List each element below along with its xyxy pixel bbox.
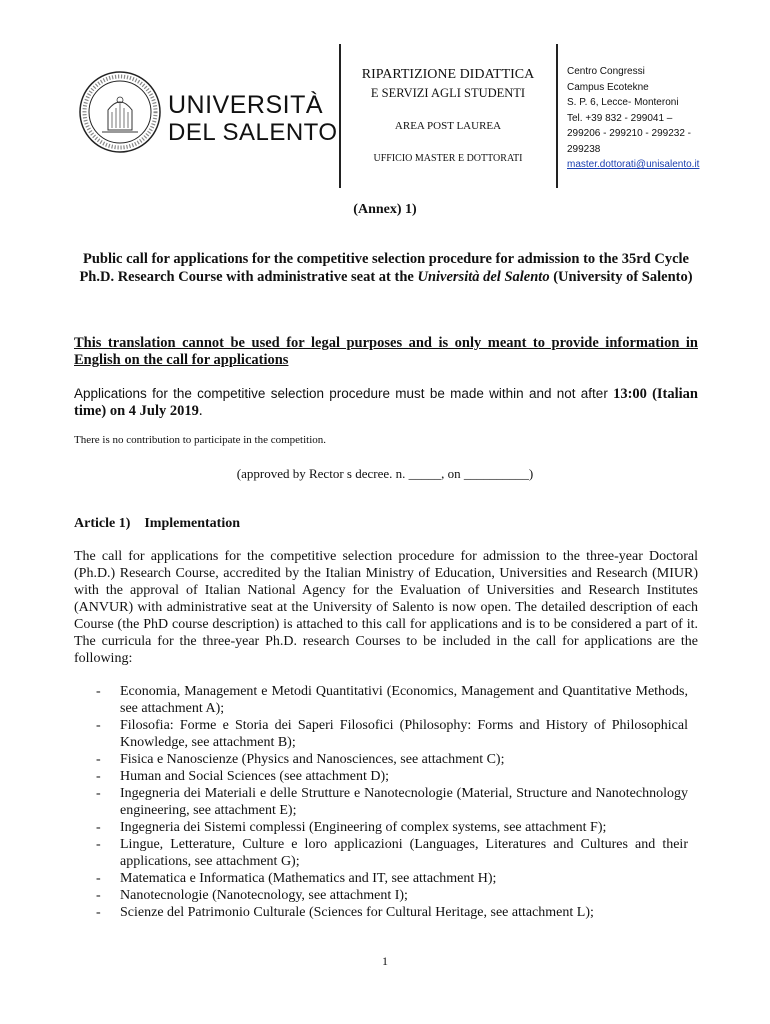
university-seal-logo [78,70,162,154]
list-item: - Human and Social Sciences (see attachment D); [96,768,688,785]
university-name-line2: DEL SALENTO [168,119,338,146]
course-item-text: Human and Social Sciences (see attachment D); [120,769,390,784]
deadline-bold: 13:00 (Italian time) on 4 July 2019 [74,386,698,419]
course-item-text: Economia, Management e Metodi Quantitativi (Economics, Management and Quantitative Methods, see attachment A); [120,684,688,716]
course-item-text: Filosofia: Forme e Storia dei Saperi Filosofici (Philosophy: Forms and History of Philosophical Knowledge, see attachment B); [120,718,688,750]
annex-label: (Annex) 1) [353,202,417,217]
contact-phone: Tel. +39 832 - 299041 – [567,112,673,124]
list-item: - Matematica e Informatica (Mathematics and IT, see attachment H); [96,870,688,887]
course-item-text: Matematica e Informatica (Mathematics and IT, see attachment H); [120,871,497,886]
list-item: - Ingegneria dei Sistemi complessi (Engineering of complex systems, see attachment F); [96,819,688,836]
document-title [72,251,700,286]
university-name [168,92,338,146]
contact-block [567,64,699,173]
course-list [96,683,688,921]
department-line1: RIPARTIZIONE DIDATTICA [361,67,535,82]
header-divider-right [556,44,558,188]
list-item: - Ingegneria dei Materiali e delle Strutture e Nanotecnologie (Material, Structure and Nanotechnology engineering, see attachment E); [96,786,688,818]
article1-heading: Article 1) Implementation [74,516,241,531]
contact-line1: Centro Congressi [567,66,645,77]
list-item: - Nanotecnologie (Nanotecnology, see attachment I); [96,887,688,904]
deadline-end: . [198,403,203,419]
contact-line2: Campus Ecotekne [567,81,649,93]
university-name-line1: UNIVERSITÀ [168,91,324,119]
course-item-text: Ingegneria dei Materiali e delle Strutture e Nanotecnologie (Material, Structure and Nanotechnology engineering, see attachment E); [120,786,688,818]
no-contribution-note: There is no contribution to participate in the competition. [74,434,327,446]
department-line2: E SERVIZI AGLI STUDENTI [370,86,526,100]
course-item-text: Scienze del Patrimonio Culturale (Sciences for Cultural Heritage, see attachment L); [120,905,594,920]
list-item: - Fisica e Nanoscienze (Physics and Nanosciences, see attachment C); [96,751,688,768]
course-item-text: Ingegneria dei Sistemi complessi (Engineering of complex systems, see attachment F); [120,820,607,835]
page-number: 1 [382,954,388,968]
translation-disclaimer: This translation cannot be used for legal purposes and is only meant to provide information in English on the call for applications [74,335,698,368]
article1-body: The call for applications for the competitive selection procedure for admission to the three-year Doctoral (Ph.D.) Research Course, accredited by the Italian Ministry of Education, Universities and Research (MIUR) with the approval of Italian National Agency for the Evaluation of Universities and Research Institutes (ANVUR) with administrative seat at the University of Salento is now open. The detailed description of each Course (the PhD course description) is attached to this call for applications and is to be considered a part of it. The curricula for the three-year Ph.D. research Courses to be included in the call for applications are the following: [74,549,698,666]
title-italic: Università del Salento [417,268,550,285]
course-item-text: Lingue, Letterature, Culture e loro applicazioni (Languages, Literatures and Cultures and their applications, see attachment G); [120,837,688,869]
approval-line: (approved by Rector s decree. n. _____, on __________) [236,466,534,481]
title-part1: Public call for applications for the competitive selection procedure for admission to the 35rd Cycle Ph.D. Research Course with administrative seat at the [79,251,689,285]
list-item: - Scienze del Patrimonio Culturale (Sciences for Cultural Heritage, see attachment L); [96,904,688,921]
course-item-text: Fisica e Nanoscienze (Physics and Nanosciences, see attachment C); [120,752,505,767]
contact-phone-end: 299238 [567,143,601,155]
course-item-text: Nanotecnologie (Nanotecnology, see attachment I); [120,888,408,903]
deadline-text: Applications for the competitive selection procedure must be made within and not after [74,386,614,401]
list-item: - Economia, Management e Metodi Quantitativi (Economics, Management and Quantitative Methods, see attachment A); [96,684,688,716]
contact-email-link[interactable]: master.dottorati@unisalento.it [567,159,700,170]
deadline-paragraph [74,385,698,420]
contact-address: S. P. 6, Lecce- Monteroni [567,97,679,108]
list-item: - Lingue, Letterature, Culture e loro applicazioni (Languages, Literatures and Cultures and their applications, see attachment G); [96,837,688,869]
header-divider-left [339,44,341,188]
title-part2: (University of Salento) [549,268,693,285]
office-label: UFFICIO MASTER E DOTTORATI [373,153,523,164]
area-label: AREA POST LAUREA [394,120,502,132]
contact-phone-cont: 299206 - 299210 - 299232 - [567,128,691,139]
list-item: - Filosofia: Forme e Storia dei Saperi Filosofici (Philosophy: Forms and History of Philosophical Knowledge, see attachment B); [96,718,688,750]
department-block [344,66,552,164]
